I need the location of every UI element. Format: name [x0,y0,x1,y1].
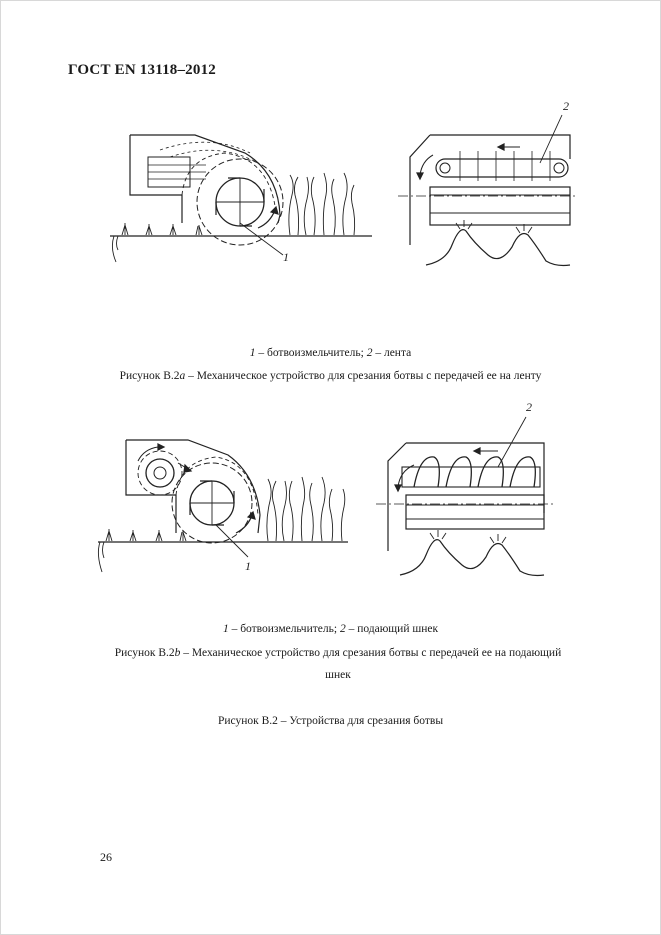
hopper-lines [148,165,206,179]
legend-a-num1: 1 [249,347,256,359]
grass-tufts [106,529,186,541]
conveyor-base-lines [430,195,570,213]
figure-a-drawing [100,95,580,275]
caption-b-prefix: Рисунок В.2 [114,647,175,659]
haulms [289,173,355,235]
figure-b-label-1: 1 [245,559,251,573]
leader-line-1 [216,525,248,557]
figure-a-caption [0,365,661,387]
conveyor-base [430,187,570,225]
figure-main-caption: Рисунок В.2 – Устройства для срезания ботвы [217,715,444,727]
caption-b-line2: шнек [325,669,351,681]
legend-b-text2: – подающий шнек [345,623,439,635]
ridge-tufts [456,220,532,233]
ridge-profile [426,230,570,266]
grass-tufts [122,223,202,235]
chopper-housing-inner [182,153,276,213]
belt-roller-left [440,163,450,173]
rotation-arrow-head [248,512,255,519]
belt-roller-right [554,163,564,173]
figure-b-caption [68,642,608,686]
ground-hatch [98,542,104,572]
figure-a-label-1: 1 [283,250,289,264]
document-header-title: ГОСТ EN 13118–2012 [68,62,216,78]
auger-frame [388,443,544,551]
conveyor-frame [410,135,570,245]
belt-direction-head [498,144,504,150]
leader-line-2 [540,115,562,163]
figure-a-svg [100,95,580,275]
legend-b-num1: 1 [222,623,229,635]
caption-b-line1 [68,642,608,664]
legend-a-text2: – лента [372,347,412,359]
auger-base [406,495,544,529]
figure-b-drawing [88,395,568,585]
figure-b-label-2: 2 [526,400,532,414]
chopper-housing [126,440,260,533]
legend-a-text1: – ботвоизмельчитель; [255,347,367,359]
caption-a-prefix: Рисунок В.2 [119,370,180,382]
caption-a-letter: а [179,370,186,382]
legend-b-num2: 2 [339,623,346,635]
feed-roller [146,459,174,487]
legend-a-num2: 2 [366,347,373,359]
chopper-housing-inner [176,457,258,515]
ridge-profile [400,540,544,576]
ground-hatch [112,236,118,262]
figure-b-legend [0,623,661,635]
ridge-tufts [430,530,506,543]
feed-roller-arrow-head [158,444,164,450]
page-number: 26 [100,850,112,864]
haulms [267,477,345,541]
left-arrow [398,465,414,487]
figure-b-svg [88,395,568,585]
feed-roller-outer [138,451,182,495]
rotation-arrow-head [271,207,278,214]
left-arrow-head [395,485,401,491]
caption-a-text: – Механическое устройство для срезания ботвы с передачей ее на ленту [185,370,542,382]
left-arrow [420,155,433,175]
figure-a-label-2: 2 [563,99,569,113]
conveyor-belt [436,159,568,177]
leader-line-1 [240,223,283,255]
auger-flights [414,457,535,487]
legend-b-text1: – ботвоизмельчитель; [228,623,340,635]
caption-b-text: – Механическое устройство для срезания ботвы с передачей ее на подающий [180,647,562,659]
auger-base-lines [406,505,544,519]
figure-a-legend [0,347,661,359]
left-arrow-head [417,173,423,179]
feed-roller-hub [154,467,166,479]
caption-b-letter: b [174,647,181,659]
feed-roller-arrow [138,447,158,461]
auger-direction-head [474,448,480,454]
